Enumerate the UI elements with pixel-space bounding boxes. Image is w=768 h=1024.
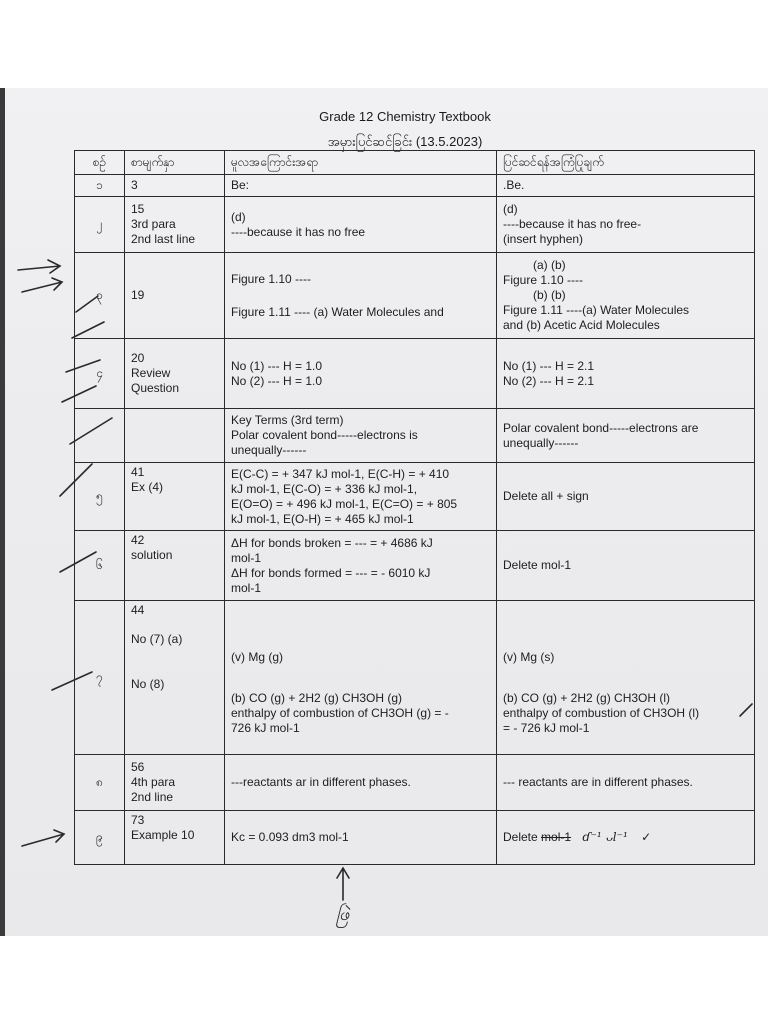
- errata-table: [74, 150, 755, 865]
- row-correction: Polar covalent bond-----electrons are unequally------: [497, 409, 755, 463]
- row-page: 44 No (7) (a) No (8): [125, 601, 225, 755]
- row-original: Key Terms (3rd term) Polar covalent bond-----electrons is unequally------: [225, 409, 497, 463]
- row-no: ၈: [75, 755, 125, 811]
- row-page: 20 Review Question: [125, 339, 225, 409]
- row-correction: .Be.: [497, 175, 755, 197]
- handwritten-bottom-note: ဖြဲ: [336, 904, 350, 925]
- header-original: မူလအကြောင်းအရာ: [225, 151, 497, 175]
- table-row: [75, 409, 755, 463]
- row-correction: Delete mol-1: [497, 531, 755, 601]
- header-no: စဉ်: [75, 151, 125, 175]
- row-original: (d) ----because it has no free: [225, 197, 497, 253]
- row-correction: (d) ----because it has no free- (insert hyphen): [497, 197, 755, 253]
- row-correction: --- reactants are in different phases.: [497, 755, 755, 811]
- struck-unit: mol-1: [541, 830, 572, 844]
- row-no: ၉: [75, 811, 125, 865]
- row-no: ၄: [75, 339, 125, 409]
- table-row: [75, 175, 755, 197]
- row-page: 19: [125, 253, 225, 339]
- table-row: [75, 197, 755, 253]
- row-page: 56 4th para 2nd line: [125, 755, 225, 811]
- row-page: 42 solution: [125, 531, 225, 601]
- header-page: စာမျက်နှာ: [125, 151, 225, 175]
- check-mark-icon: ✓: [641, 830, 652, 844]
- header-correction: ပြင်ဆင်ရန်အကြံပြုချက်: [497, 151, 755, 175]
- row-original: (v) Mg (g) (b) CO (g) + 2H2 (g) CH3OH (g) enthalpy of combustion of CH3OH (g) = - 726 kJ mol-1: [225, 601, 497, 755]
- row-correction: (v) Mg (s) (b) CO (g) + 2H2 (g) CH3OH (l) enthalpy of combustion of CH3OH (l) = - 726 kJ mol-1: [497, 601, 755, 755]
- row-no: ၅: [75, 463, 125, 531]
- table-row: [75, 531, 755, 601]
- row-correction: (a) (b) Figure 1.10 ---- (b) (b) Figure 1.11 ----(a) Water Molecules and (b) Acetic Acid Molecules: [497, 253, 755, 339]
- row-correction: No (1) --- H = 2.1 No (2) --- H = 2.1: [497, 339, 755, 409]
- document-subtitle: အမှားပြင်ဆင်ခြင်း (13.5.2023): [327, 134, 483, 149]
- row-page: 3: [125, 175, 225, 197]
- row-original: Be:: [225, 175, 497, 197]
- row-correction: [497, 811, 755, 865]
- row-correction: Delete all + sign: [497, 463, 755, 531]
- row-no: ၁: [75, 175, 125, 197]
- row-page: 15 3rd para 2nd last line: [125, 197, 225, 253]
- row-no: ၃: [75, 253, 125, 339]
- document-title: Grade 12 Chemistry Textbook: [319, 109, 491, 124]
- table-row: [75, 755, 755, 811]
- row-no: [75, 409, 125, 463]
- table-row: [75, 601, 755, 755]
- table-header-row: [75, 151, 755, 175]
- row-original: Kc = 0.093 dm3 mol-1: [225, 811, 497, 865]
- row-original: ---reactants ar in different phases.: [225, 755, 497, 811]
- row-original: No (1) --- H = 1.0 No (2) --- H = 1.0: [225, 339, 497, 409]
- table-row: [75, 253, 755, 339]
- table-row: [75, 463, 755, 531]
- row-page: 41 Ex (4): [125, 463, 225, 531]
- handwritten-note: ɗ⁻¹ ᴗl⁻¹: [582, 830, 628, 844]
- row-original: E(C-C) = + 347 kJ mol-1, E(C-H) = + 410 kJ mol-1, E(C-O) = + 336 kJ mol-1, E(O=O) = + 496 kJ mol-1, E(C=O) = + 805 kJ mol-1, E(O-H) = + 465 kJ mol-1: [225, 463, 497, 531]
- row-no: ၆: [75, 531, 125, 601]
- row-page: 73 Example 10: [125, 811, 225, 865]
- row-original: Figure 1.10 ---- Figure 1.11 ---- (a) Water Molecules and: [225, 253, 497, 339]
- row-no: ၇: [75, 601, 125, 755]
- table-row: [75, 811, 755, 865]
- photo-edge-shadow: [0, 88, 5, 936]
- row-no: ၂: [75, 197, 125, 253]
- table-row: [75, 339, 755, 409]
- row-page: [125, 409, 225, 463]
- row-original: ΔH for bonds broken = --- = + 4686 kJ mol-1 ΔH for bonds formed = --- = - 6010 kJ mol-1: [225, 531, 497, 601]
- delete-label: Delete: [503, 830, 538, 844]
